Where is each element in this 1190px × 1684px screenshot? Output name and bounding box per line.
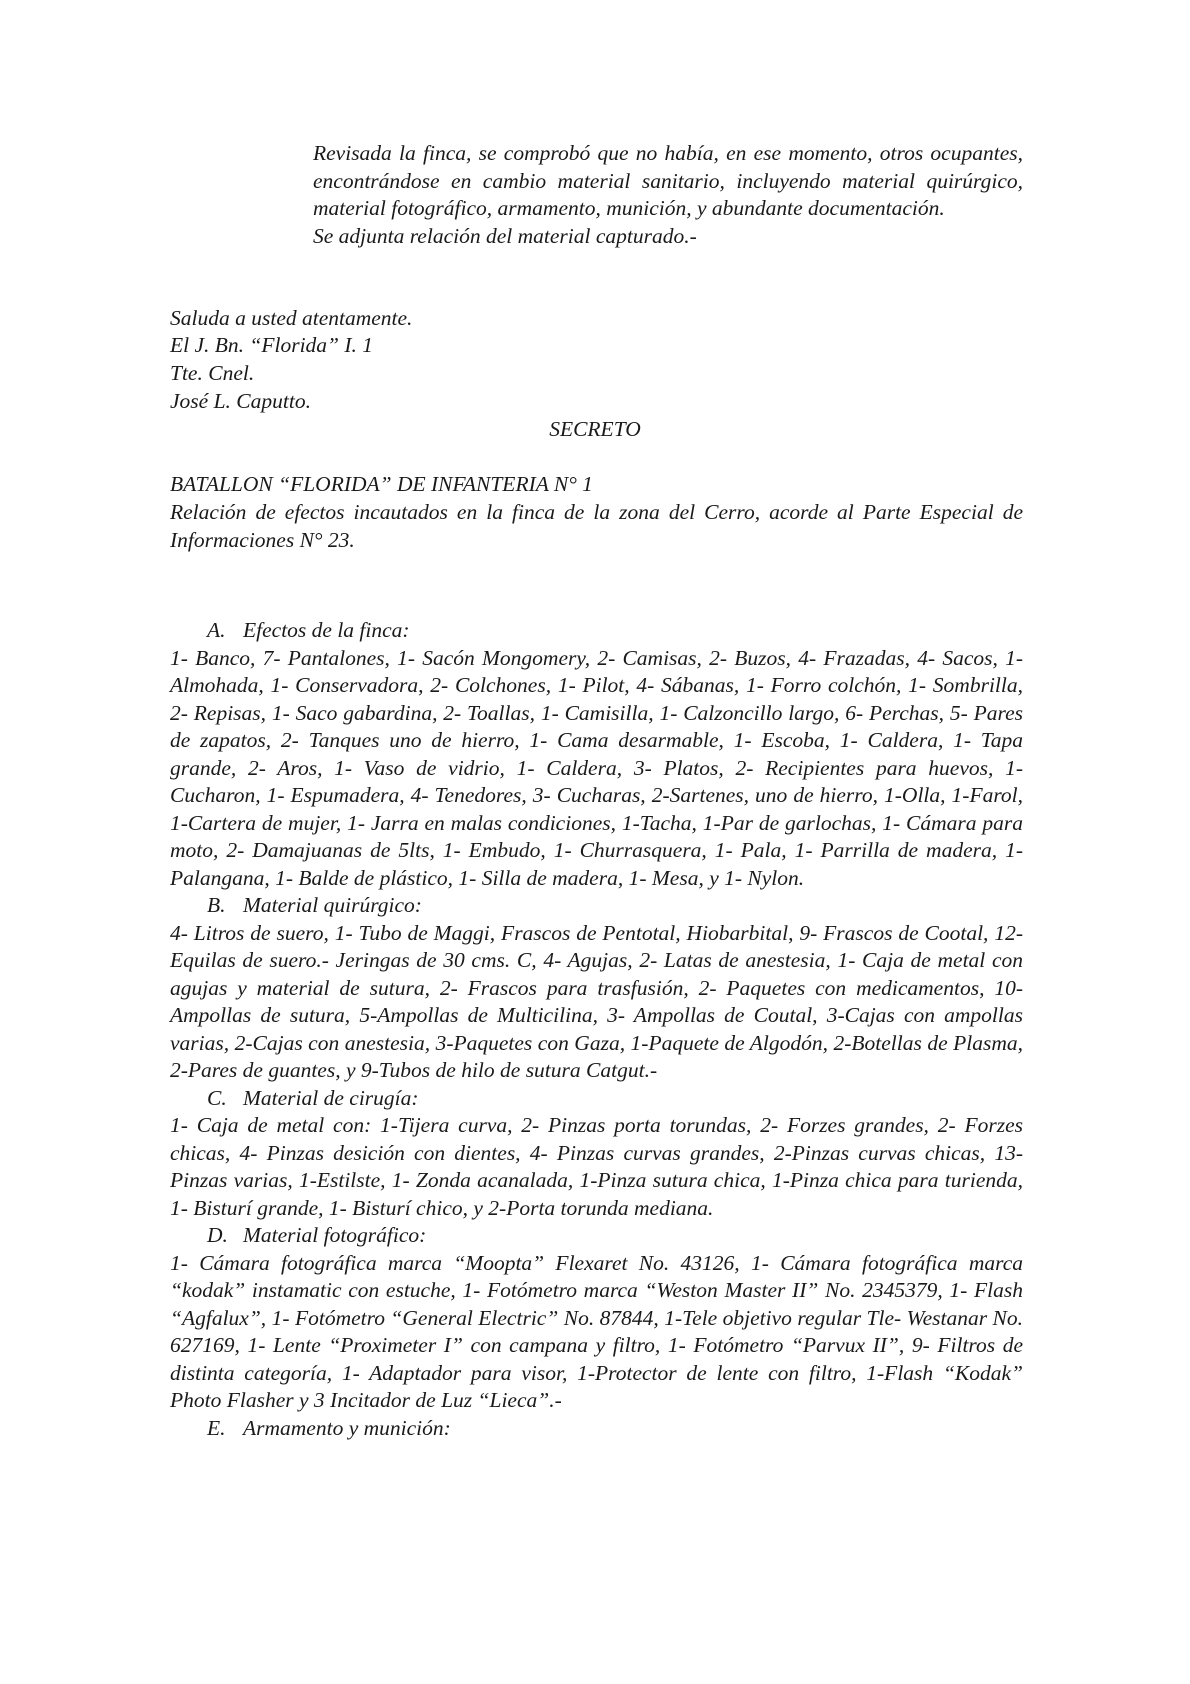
section-items: 1- Banco, 7- Pantalones, 1- Sacón Mongomery, 2- Camisas, 2- Buzos, 4- Frazadas, 4- Sacos, 1- Almohada, 1- Conservadora, 2- Colchones, 1- Pilot, 4- Sábanas, 1- Forro colchón, 1- Sombrilla, 2- Repisas, 1- Saco gabardina, 2- Toallas, 1- Camisilla, 1- Calzoncillo largo, 6- Perchas, 5- Pares de zapatos, 2- Tanques uno de hierro, 1- Cama desarmable, 1- Escoba, 1- Caldera, 1- Tapa grande, 2- Aros, 1- Vaso de vidrio, 1- Caldera, 3- Platos, 2- Recipientes para huevos, 1- Cucharon, 1- Espumadera, 4- Tenedores, 3- Cucharas, 2-Sartenes, uno de hierro, 1-Olla, 1-Farol, 1-Cartera de mujer, 1- Jarra en malas condiciones, 1-Tacha, 1-Par de garlochas, 1- Cámara para moto, 2- Damajuanas de 5lts, 1- Embudo, 1- Churrasquera, 1- Pala, 1- Parrilla de madera, 1- Palangana, 1- Balde de plástico, 1- Silla de madera, 1- Mesa, y 1- Nylon. (170, 645, 1023, 890)
sections-list (170, 617, 1023, 1442)
section-letter: C. (207, 1085, 227, 1110)
section-title: Material quirúrgico: (243, 893, 422, 917)
section-letter: E. (207, 1415, 226, 1440)
section-heading (170, 892, 1023, 920)
section-a (170, 617, 1023, 892)
intro-paragraph: Revisada la finca, se comprobó que no había, en ese momento, otros ocupantes, encontrándose en cambio material sanitario, incluyendo material quirúrgico, material fotográfico, armamento, munición, y abundante documentación. (313, 141, 1023, 220)
section-letter: A. (207, 618, 226, 642)
section-letter: D. (207, 1223, 228, 1247)
section-items: 1- Cámara fotográfica marca “Moopta” Flexaret No. 43126, 1- Cámara fotográfica marca “kodak” instamatic con estuche, 1- Fotómetro marca “Weston Master II” No. 2345379, 1- Flash “Agfalux”, 1- Fotómetro “General Electric” No. 87844, 1-Tele objetivo regular Tle- Westanar No. 627169, 1- Lente “Proximeter I” con campana y filtro, 1- Fotómetro “Parvux II”, 9- Filtros de distinta categoría, 1- Adaptador para visor, 1-Protector de lente con filtro, 1-Flash “Kodak” Photo Flasher y 3 Incitador de Luz “Lieca”.- (170, 1250, 1023, 1412)
signature-rank: Tte. Cnel. (170, 361, 255, 385)
section-letter: B. (207, 893, 226, 917)
section-d (170, 1222, 1023, 1415)
section-heading (170, 1222, 1023, 1250)
signature-name: José L. Caputto. (170, 389, 311, 413)
section-title: Armamento y munición: (243, 1415, 451, 1440)
section-heading (170, 1415, 1023, 1443)
section-title: Efectos de la finca: (243, 618, 410, 642)
signature-greeting: Saluda a usted atentamente. (170, 306, 413, 330)
section-title: Material fotográfico: (243, 1223, 427, 1247)
section-items: 4- Litros de suero, 1- Tubo de Maggi, Frascos de Pentotal, Hiobarbital, 9- Frascos de Cootal, 12-Equilas de suero.- Jeringas de 30 cms. C, 4- Agujas, 2- Latas de anestesia, 1- Caja de metal con agujas y material de sutura, 2- Frascos para trasfusión, 2- Paquetes con medicamentos, 10- Ampollas de sutura, 5-Ampollas de Multicilina, 3- Ampollas de Coutal, 3-Cajas con ampollas varias, 2-Cajas con anestesia, 3-Paquetes con Gaza, 1-Paquete de Algodón, 2-Botellas de Plasma, 2-Pares de guantes, y 9-Tubos de hilo de sutura Catgut.- (170, 920, 1023, 1082)
section-e (170, 1415, 1023, 1443)
section-heading (170, 1085, 1023, 1113)
signature-unit: El J. Bn. “Florida” I. 1 (170, 333, 374, 357)
classification-label: SECRETO (549, 417, 641, 441)
section-c (170, 1085, 1023, 1223)
report-subtitle: Relación de efectos incautados en la finca de la zona del Cerro, acorde al Parte Especial de Informaciones N° 23. (170, 500, 1023, 552)
section-title: Material de cirugía: (243, 1085, 419, 1110)
section-b (170, 892, 1023, 1085)
section-items: 1- Caja de metal con: 1-Tijera curva, 2- Pinzas porta torundas, 2- Forzes grandes, 2- Forzes chicas, 4- Pinzas desición con dientes, 4- Pinzas curvas grandes, 2-Pinzas curvas chicas, 13-Pinzas varias, 1-Estilste, 1- Zonda acanalada, 1-Pinza sutura chica, 1-Pinza chica para turienda, 1- Bisturí grande, 1- Bisturí chico, y 2-Porta torunda mediana. (170, 1113, 1023, 1220)
report-title: BATALLON “FLORIDA” DE INFANTERIA N° 1 (170, 472, 593, 496)
intro-block (313, 140, 1023, 250)
section-heading (170, 617, 1023, 645)
intro-note: Se adjunta relación del material capturado.- (313, 223, 697, 248)
